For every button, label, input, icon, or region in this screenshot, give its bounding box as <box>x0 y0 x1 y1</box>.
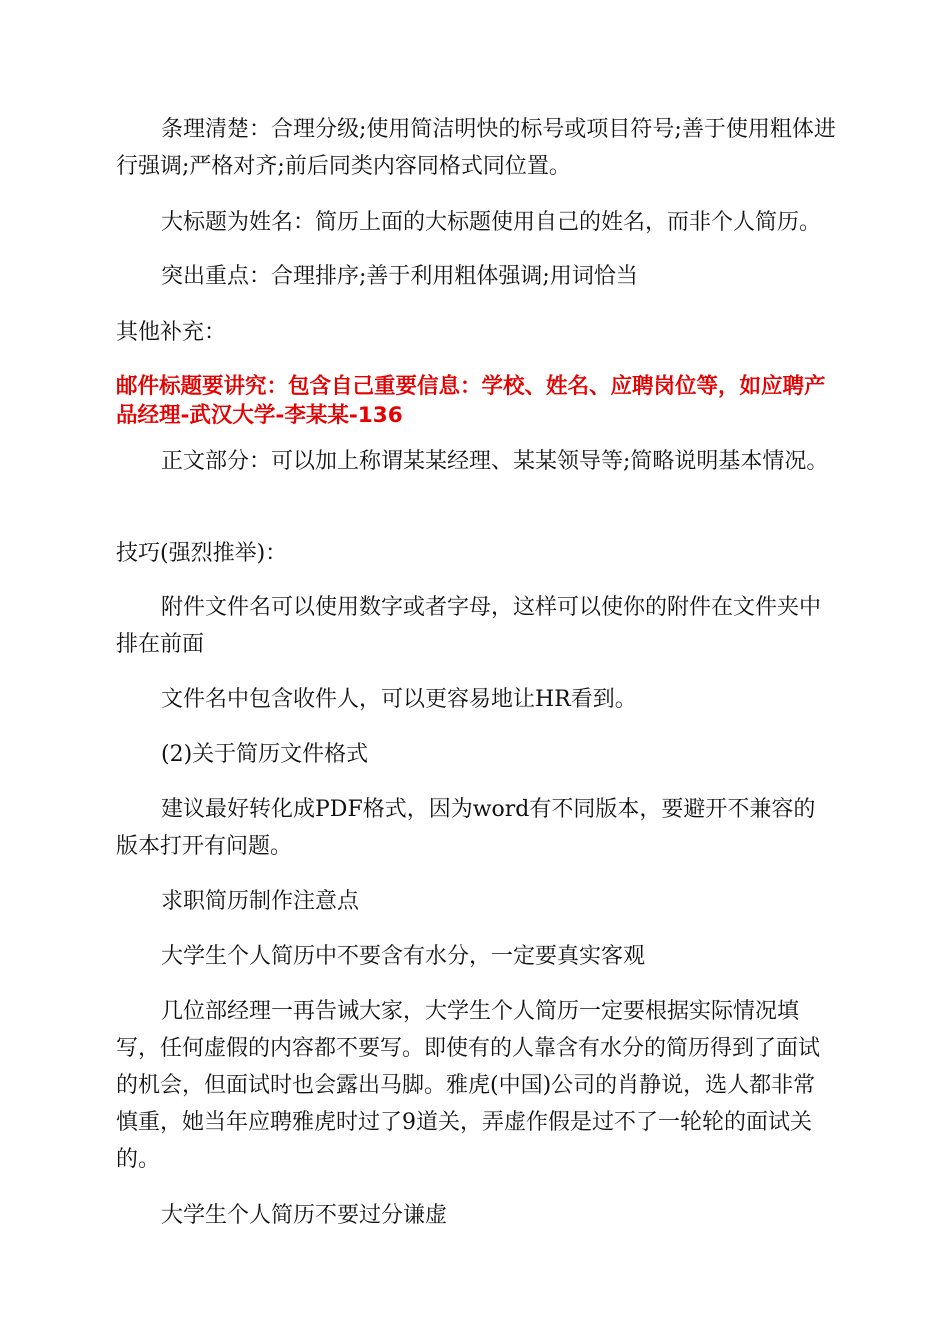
paragraph-not-too-modest: 大学生个人简历不要过分谦虚 <box>161 1203 448 1228</box>
paragraph-email-subject-highlight: 邮件标题要讲究：包含自己重要信息：学校、姓名、应聘岗位等，如应聘产品经理-武汉大学-李某某-136 <box>116 374 826 428</box>
paragraph-file-format-heading: (2)关于简历文件格式 <box>161 742 369 767</box>
paragraph-tips-heading: 技巧(强烈推举)： <box>116 541 288 566</box>
paragraph-manager-advice: 几位部经理一再告诫大家，大学生个人简历一定要根据实际情况填写，任何虚假的内容都不要写。即使有的人靠含有水分的简历得到了面试的机会，但面试时也会露出马脚。雅虎(中国)公司的肖静说，选人都非常慎重，她当年应聘雅虎时过了9道关，弄虚作假是过不了一轮轮的面试关的。 <box>116 999 821 1172</box>
paragraph-filename-recipient: 文件名中包含收件人，可以更容易地让HR看到。 <box>161 687 637 712</box>
paragraph-other-supplement: 其他补充： <box>116 320 227 345</box>
paragraph-resume-notes-heading: 求职简历制作注意点 <box>161 889 360 914</box>
paragraph-no-exaggeration: 大学生个人简历中不要含有水分，一定要真实客观 <box>161 944 646 969</box>
paragraph-clear-structure: 条理清楚：合理分级;使用简洁明快的标号或项目符号;善于使用粗体进行强调;严格对齐;前后同类内容同格式同位置。 <box>116 117 836 179</box>
paragraph-highlight-key: 突出重点：合理排序;善于利用粗体强调;用词恰当 <box>161 264 638 289</box>
paragraph-body-section: 正文部分：可以加上称谓某某经理、某某领导等;简略说明基本情况。 <box>161 449 829 474</box>
paragraph-title-name: 大标题为姓名：简历上面的大标题使用自己的姓名，而非个人简历。 <box>161 210 822 235</box>
paragraph-attachment-filename: 附件文件名可以使用数字或者字母，这样可以使你的附件在文件夹中排在前面 <box>116 595 822 657</box>
paragraph-pdf-advice: 建议最好转化成PDF格式，因为word有不同版本，要避开不兼容的版本打开有问题。 <box>116 797 816 859</box>
